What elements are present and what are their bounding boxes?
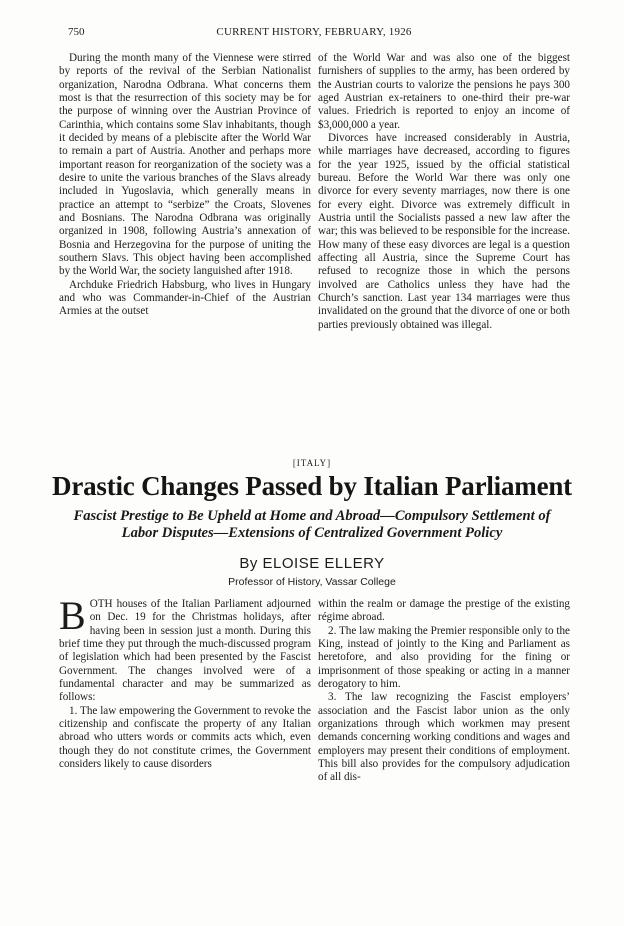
byline: By ELOISE ELLERY <box>239 555 385 572</box>
paragraph: within the realm or damage the prestige of the existing régime abroad. <box>318 598 570 624</box>
page-number: 750 <box>68 26 85 38</box>
article-headline: Drastic Changes Passed by Italian Parliament <box>52 471 572 501</box>
lead-paragraph <box>59 593 311 705</box>
article-right-column <box>318 598 570 785</box>
running-header <box>68 26 560 42</box>
paragraph: 2. The law making the Premier responsible only to the King, instead of jointly to the King and Parliament as heretofore, and also providing for the fining or imprisonment of those speaking or acting in a manner derogatory to him. <box>318 624 570 690</box>
author-affiliation: Professor of History, Vassar College <box>228 576 396 588</box>
top-right-column <box>318 52 570 332</box>
paragraph: of the World War and was also one of the biggest furnishers of supplies to the army, has been ordered by the Austrian courts to valorize the pensions he pays 300 aged Austrian ex-retainers to one-third their pre-war values. Friedrich is reported to enjoy an income of $3,000,000 a year. <box>318 52 570 131</box>
article-left-column <box>59 593 311 771</box>
article-subheadline: Fascist Prestige to Be Upheld at Home and Abroad—Compulsory Settlement of Labor Disputes—Extensions of Centralized Government Policy <box>73 508 551 541</box>
paragraph: 1. The law empowering the Government to revoke the citizenship and confiscate the property of any Italian abroad who utters words or commits acts which, even though they do not constitute crimes, the Government considers likely to cause disorders <box>59 704 311 770</box>
paragraph: Archduke Friedrich Habsburg, who lives in Hungary and who was Commander-in-Chief of the Austrian Armies at the outset <box>59 278 311 318</box>
lead-paragraph-text: OTH houses of the Italian Parliament adjourned on Dec. 19 for the Christmas holidays, after having been in session just a month. During this brief time they put through the much-discussed program of legislation which had been presented by the Fascist Government. The changes involved were of a fundamental character and may be summarized as follows: <box>59 598 311 704</box>
running-title: CURRENT HISTORY, FEBRUARY, 1926 <box>216 26 412 38</box>
top-left-column <box>59 52 311 319</box>
drop-cap: B <box>59 593 86 638</box>
section-tag: [ITALY] <box>292 458 332 468</box>
paragraph: During the month many of the Viennese were stirred by reports of the revival of the Serbian Nationalist organization, Narodna Odbrana. What concerns them most is that the resurrection of this society may be for the purpose of winning over the Austrian Province of Carinthia, which contains some Slav inhabitants, though it decided by means of a plebiscite after the World War to remain a part of Austria. Another and perhaps more important reason for reorganization of the society was a desire to unite the various branches of the Slavs already included in Yugoslavia, which generally means in practice an attempt to “serbize” the Croats, Slovenes and Bosnians. The Narodna Odbrana was originally organized in 1908, following Austria’s annexation of Bosnia and Herzegovina for the purpose of uniting the southern Slavs. This object having been accomplished by the World War, the society languished after 1918. <box>59 52 311 278</box>
paragraph: 3. The law recognizing the Fascist employers’ association and the Fascist labor union as the only organizations through which workmen may present demands concerning working conditions and wages and employers may present their conditions of employment. This bill also provides for the compulsory adjudication of all dis- <box>318 691 570 784</box>
paragraph: Divorces have increased considerably in Austria, while marriages have decreased, according to figures for the year 1925, issued by the official statistical bureau. Before the World War there was only one divorce for every seventy marriages, now there is one for every eight. Divorce was extremely difficult in Austria until the Socialists passed a new law after the war; this was believed to be responsible for the increase. How many of these easy divorces are legal is a question affecting all Austria, since the Supreme Court has refused to recognize those in which the persons involved are Catholics unless they have had the Church’s sanction. Last year 134 marriages were thus invalidated on the ground that the divorce of one or both parties previously obtained was illegal. <box>318 131 570 331</box>
